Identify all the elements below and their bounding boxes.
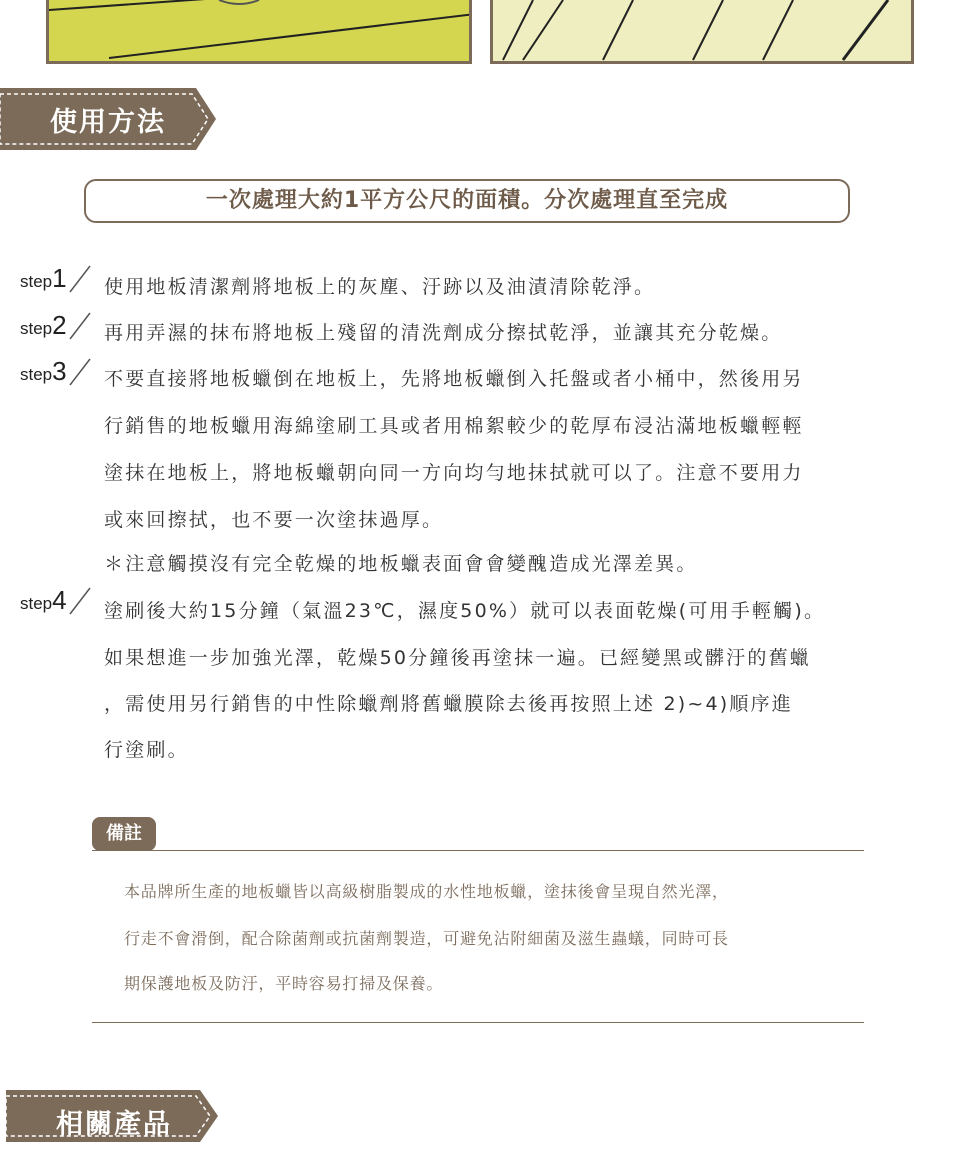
notes-label: 備註 xyxy=(92,817,156,851)
step-4-slash-icon xyxy=(66,586,94,616)
step-4-text-line: ，需使用另行銷售的中性除蠟劑將舊蠟膜除去後再按照上述 2)~4)順序進 xyxy=(104,693,793,715)
usage-section-title: 使用方法 xyxy=(50,107,166,138)
notes-text-line: 本品牌所生產的地板蠟皆以高級樹脂製成的水性地板蠟，塗抹後會呈現自然光澤， xyxy=(124,882,729,901)
step-3-text-line: 行銷售的地板蠟用海綿塗刷工具或者用棉絮較少的乾厚布浸沾滿地板蠟輕輕 xyxy=(104,415,804,437)
related-products-banner xyxy=(6,1090,218,1152)
usage-section-banner xyxy=(0,88,216,150)
step-3-text-line: 不要直接將地板蠟倒在地板上，先將地板蠟倒入托盤或者小桶中，然後用另 xyxy=(104,368,804,390)
step-2-slash-icon xyxy=(66,311,94,341)
step-4-text-line: 塗刷後大約15分鐘（氣溫23℃，濕度50%）就可以表面乾燥(可用手輕觸)。 xyxy=(104,600,826,622)
step-3-text-line: 塗抹在地板上，將地板蠟朝向同一方向均勻地抹拭就可以了。注意不要用力 xyxy=(104,462,804,484)
step-3-label: step3 xyxy=(20,356,67,386)
usage-subtitle: 一次處理大約1平方公尺的面積。分次處理直至完成 xyxy=(84,179,850,223)
floor-illustration-left xyxy=(46,0,472,64)
step-2-text: 再用弄濕的抹布將地板上殘留的清洗劑成分擦拭乾淨，並讓其充分乾燥。 xyxy=(104,322,783,344)
step-4-label: step4 xyxy=(20,585,67,615)
notes-top-divider xyxy=(92,850,864,851)
step-4-text-line: 如果想進一步加強光澤，乾燥50分鐘後再塗抹一遍。已經變黑或髒汙的舊蠟 xyxy=(104,647,811,669)
step-3-slash-icon xyxy=(66,357,94,387)
step-1-text: 使用地板清潔劑將地板上的灰塵、汙跡以及油漬清除乾淨。 xyxy=(104,276,656,298)
notes-bottom-divider xyxy=(92,1022,864,1023)
step-4-text-line: 行塗刷。 xyxy=(104,739,189,761)
related-products-title: 相關產品 xyxy=(56,1109,172,1140)
step-3-caution-text: ＊注意觸摸沒有完全乾燥的地板蠟表面會會變醜造成光澤差異。 xyxy=(104,553,698,575)
step-2-label: step2 xyxy=(20,310,67,340)
step-1-label: step1 xyxy=(20,263,67,293)
step-3-text-line: 或來回擦拭，也不要一次塗抹過厚。 xyxy=(104,509,444,531)
notes-text-line: 行走不會滑倒，配合除菌劑或抗菌劑製造，可避免沾附細菌及滋生蟲蟻，同時可長 xyxy=(124,929,729,948)
step-1-slash-icon xyxy=(66,264,94,294)
notes-text-line: 期保護地板及防汙，平時容易打掃及保養。 xyxy=(124,974,444,993)
floor-illustration-right xyxy=(490,0,914,64)
